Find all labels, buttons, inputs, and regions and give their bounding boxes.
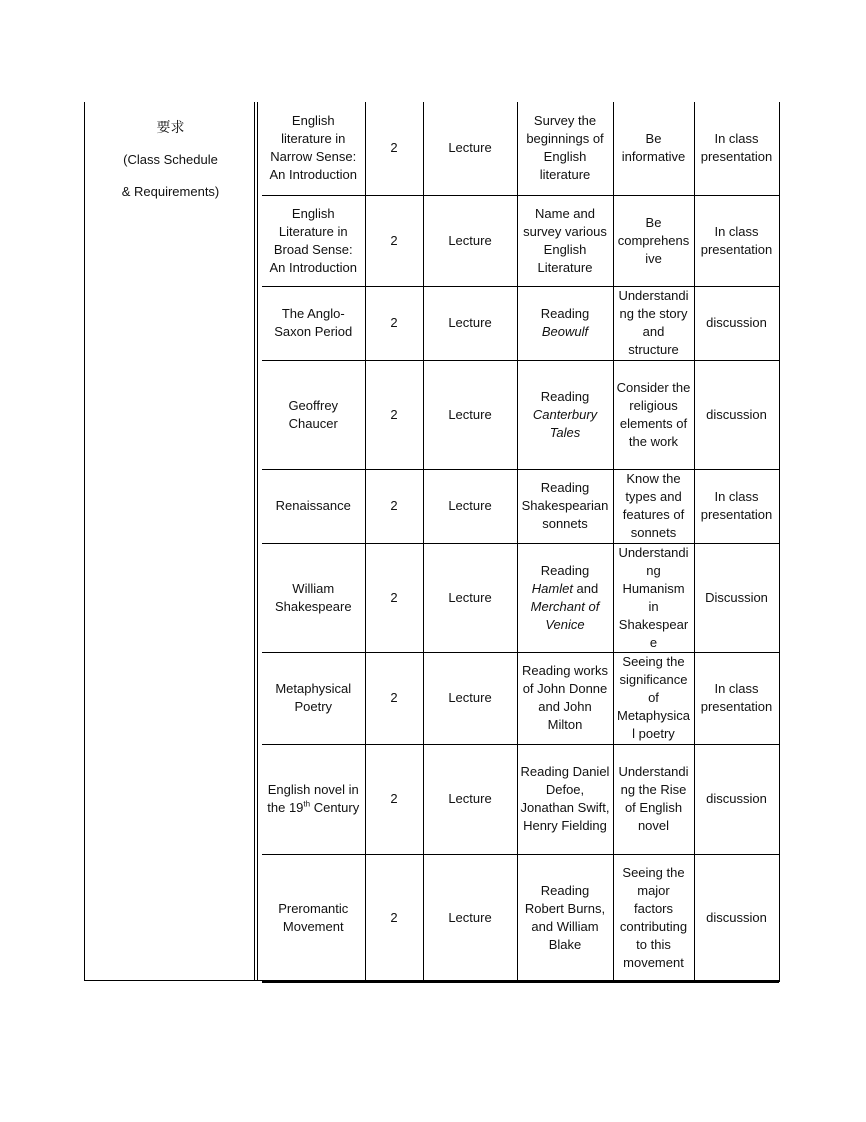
content-cell: Name and survey various English Literature: [517, 195, 613, 286]
requirement-cell: Seeing the major factors contributing to this movement: [613, 854, 694, 981]
table-row: [262, 360, 779, 469]
assessment-cell: discussion: [694, 360, 779, 469]
assessment-cell: In class presentation: [694, 195, 779, 286]
assessment-cell: discussion: [694, 744, 779, 854]
topic-cell: English literature in Narrow Sense: An Introduction: [262, 102, 365, 195]
table-row: [262, 543, 779, 652]
assessment-cell: discussion: [694, 286, 779, 360]
requirement-cell: Consider the religious elements of the work: [613, 360, 694, 469]
requirement-cell: Be informative: [613, 102, 694, 195]
topic-cell: Preromantic Movement: [262, 854, 365, 981]
method-cell: Lecture: [423, 195, 517, 286]
table-row: [262, 469, 779, 543]
table-row: [262, 652, 779, 744]
content-cell: [517, 286, 613, 360]
hours-cell: 2: [365, 195, 423, 286]
hours-cell: 2: [365, 652, 423, 744]
hours-cell: 2: [365, 286, 423, 360]
hours-cell: 2: [365, 102, 423, 195]
content-cell: Reading works of John Donne and John Milton: [517, 652, 613, 744]
assessment-cell: In class presentation: [694, 652, 779, 744]
table-row: [262, 195, 779, 286]
table-row: [262, 744, 779, 854]
assessment-cell: In class presentation: [694, 102, 779, 195]
content-conjunction: and: [572, 580, 599, 596]
topic-cell: The Anglo-Saxon Period: [262, 286, 365, 360]
method-cell: Lecture: [423, 652, 517, 744]
table-row: [262, 286, 779, 360]
table-row: [262, 854, 779, 981]
content-cell: Reading Shakespearian sonnets: [517, 469, 613, 543]
method-cell: Lecture: [423, 469, 517, 543]
topic-cell: Metaphysical Poetry: [262, 652, 365, 744]
topic-cell: Renaissance: [262, 469, 365, 543]
table-row: [262, 102, 779, 195]
table-bottom-border-double: [262, 982, 779, 983]
content-prefix: Reading: [540, 306, 590, 321]
work-title: Beowulf: [541, 324, 589, 339]
topic-prefix: English novel in the 19: [267, 782, 359, 815]
requirement-cell: Be comprehensive: [613, 195, 694, 286]
ordinal-suffix: th: [303, 799, 311, 809]
topic-cell: Geoffrey Chaucer: [262, 360, 365, 469]
assessment-cell: discussion: [694, 854, 779, 981]
topic-cell: William Shakespeare: [262, 543, 365, 652]
content-prefix: Reading: [540, 562, 590, 578]
requirement-cell: Understanding the Rise of English novel: [613, 744, 694, 854]
assessment-cell: In class presentation: [694, 469, 779, 543]
section-label-english-2: & Requirements): [121, 184, 220, 199]
hours-cell: 2: [365, 744, 423, 854]
content-cell: Reading Robert Burns, and William Blake: [517, 854, 613, 981]
section-label-column: [84, 102, 255, 981]
content-cell: Reading Daniel Defoe, Jonathan Swift, Henry Fielding: [517, 744, 613, 854]
column-divider: [257, 102, 258, 981]
topic-cell: [262, 744, 365, 854]
work-title-1: Hamlet: [531, 580, 573, 596]
method-cell: Lecture: [423, 744, 517, 854]
work-title: Canterbury Tales: [532, 406, 598, 440]
requirement-cell: Understanding Humanism in Shakespeare: [613, 543, 694, 652]
class-schedule-table: [262, 102, 780, 982]
hours-cell: 2: [365, 469, 423, 543]
method-cell: Lecture: [423, 360, 517, 469]
table-bottom-border: [84, 980, 779, 981]
method-cell: Lecture: [423, 543, 517, 652]
requirement-cell: Know the types and features of sonnets: [613, 469, 694, 543]
hours-cell: 2: [365, 854, 423, 981]
section-label-english-1: (Class Schedule: [123, 152, 218, 167]
assessment-cell: Discussion: [694, 543, 779, 652]
requirement-cell: Seeing the significance of Metaphysical poetry: [613, 652, 694, 744]
requirement-cell: Understanding the story and structure: [613, 286, 694, 360]
work-title-2: Merchant of Venice: [530, 598, 600, 632]
section-label-chinese: 要求: [156, 120, 185, 136]
content-prefix: Reading: [540, 388, 590, 404]
method-cell: Lecture: [423, 286, 517, 360]
topic-cell: English Literature in Broad Sense: An Introduction: [262, 195, 365, 286]
content-cell: [517, 543, 613, 652]
method-cell: Lecture: [423, 854, 517, 981]
hours-cell: 2: [365, 360, 423, 469]
content-cell: [517, 360, 613, 469]
hours-cell: 2: [365, 543, 423, 652]
topic-suffix: Century: [310, 800, 360, 815]
content-cell: Survey the beginnings of English literature: [517, 102, 613, 195]
method-cell: Lecture: [423, 102, 517, 195]
